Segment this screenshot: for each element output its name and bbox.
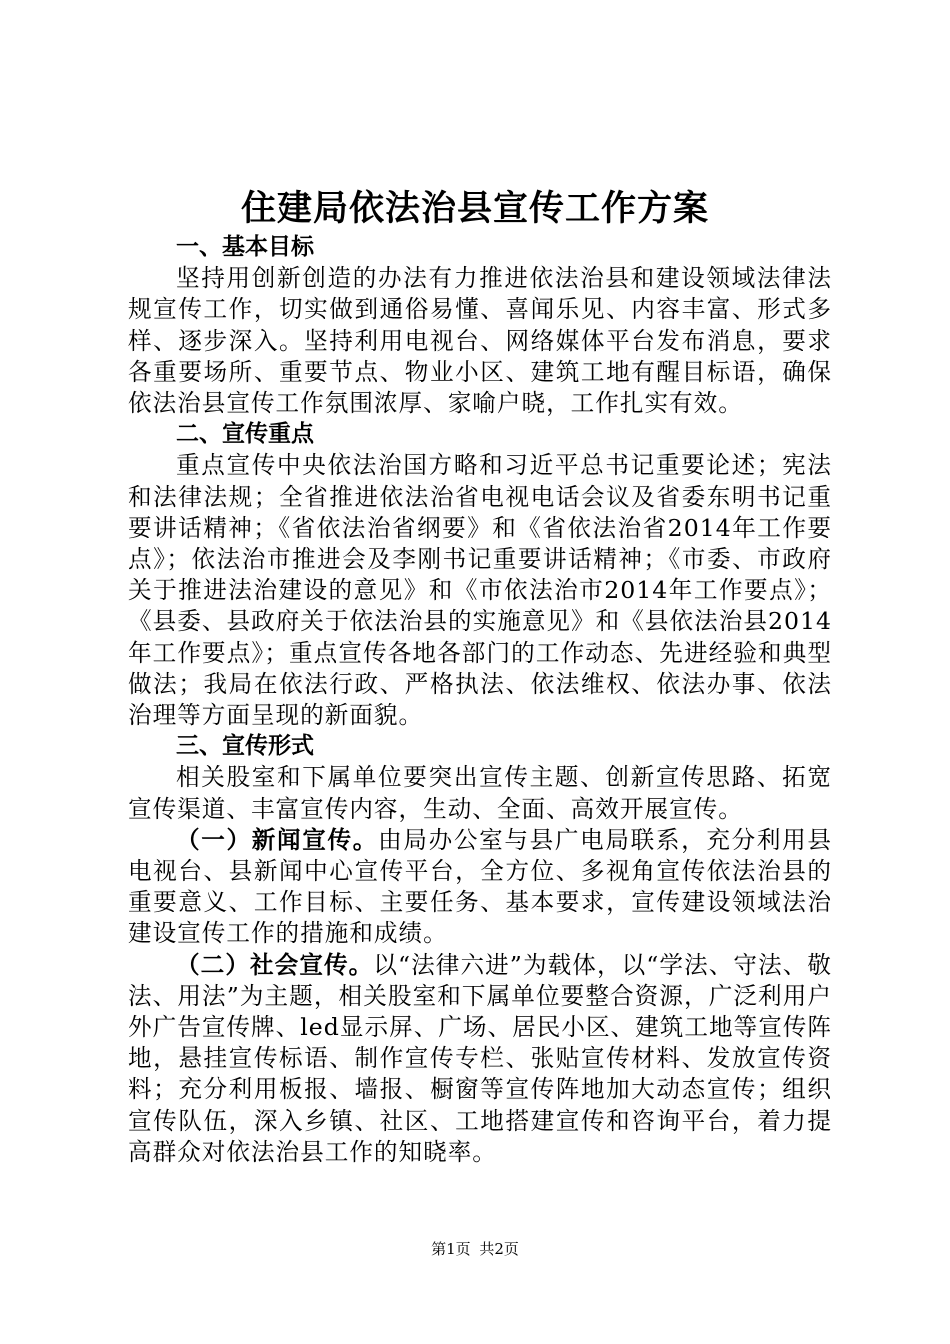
section-heading: 一、基本目标: [176, 234, 314, 260]
document-title: 住建局依法治县宣传工作方案: [240, 189, 709, 229]
item-lead: （二）社会宣传。: [176, 950, 374, 979]
item-text: 由局办公室与县广电局联系，充分利用县电视台、县新闻中心宣传平台，全方位、多视角宣传依法治县的重要意义、工作目标、主要任务、基本要求，宣传建设领域法治建设宣传工作的措施和成绩。: [128, 825, 833, 948]
page-footer: 第1页 共2页: [431, 1240, 519, 1258]
news-publicity-paragraph: [128, 825, 832, 950]
paragraph: 坚持用创新创造的办法有力推进依法治县和建设领域法律法规宣传工作，切实做到通俗易懂、喜闻乐见、内容丰富、形式多样、逐步深入。坚持利用电视台、网络媒体平台发布消息，要求各重要场所、重要节点、物业小区、建筑工地有醒目标语，确保依法治县宣传工作氛围浓厚、家喻户晓，工作扎实有效。: [128, 264, 832, 418]
paragraph: 重点宣传中央依法治国方略和习近平总书记重要论述；宪法和法律法规；全省推进依法治省电视电话会议及省委东明书记重要讲话精神；《省依法治省纲要》和《省依法治省2014年工作要点》；依法治市推进会及李刚书记重要讲话精神；《市委、市政府关于推进法治建设的意见》和《市依法治市2014年工作要点》；《县委、县政府关于依法治县的实施意见》和《县依法治县2014年工作要点》；重点宣传各地各部门的工作动态、先进经验和典型做法；我局在依法行政、严格执法、依法维权、依法办事、依法治理等方面呈现的新面貌。: [128, 451, 832, 730]
item-lead: （一）新闻宣传。: [176, 825, 379, 854]
section-publicity-focus: [128, 419, 832, 731]
paragraph: 相关股室和下属单位要突出宣传主题、创新宣传思路、拓宽宣传渠道、丰富宣传内容，生动、全面、高效开展宣传。: [128, 763, 832, 823]
item-text: 以“法律六进”为载体，以“学法、守法、敬法、用法”为主题，相关股室和下属单位要整合资源，广泛利用户外广告宣传牌、led显示屏、广场、居民小区、建筑工地等宣传阵地，悬挂宣传标语、制作宣传专栏、张贴宣传材料、发放宣传资料；充分利用板报、墙报、橱窗等宣传阵地加大动态宣传；组织宣传队伍，深入乡镇、社区、工地搭建宣传和咨询平台，着力提高群众对依法治县工作的知晓率。: [128, 950, 833, 1166]
section-heading: 二、宣传重点: [176, 421, 314, 448]
social-publicity-paragraph: [128, 950, 832, 1168]
section-publicity-forms: [128, 731, 832, 1168]
section-basic-goals: [128, 232, 832, 419]
document-body: [128, 232, 832, 1168]
section-heading: 三、宣传形式: [176, 733, 314, 760]
